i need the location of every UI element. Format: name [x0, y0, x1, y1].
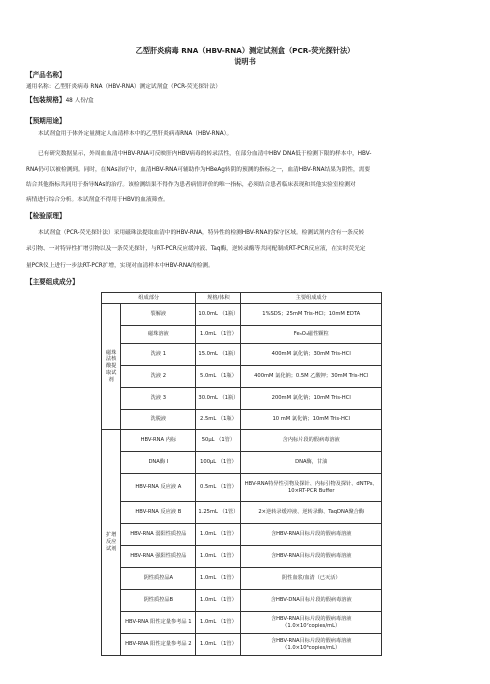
- component-spec: 1.0mL （1管）: [196, 546, 241, 568]
- component-spec: 10.0mL （1瓶）: [196, 304, 241, 326]
- component-name: 磁珠溶液: [121, 326, 196, 344]
- component-content: 10 mM 氯化钠；10mM Tris-HCl: [241, 410, 382, 430]
- component-name: HBV-RNA 反应液 A: [121, 474, 196, 502]
- component-spec: 0.5mL （1管）: [196, 474, 241, 502]
- table-row: [102, 474, 382, 502]
- table-row: [102, 502, 382, 524]
- component-content: 含HBV-RNA目标片段的假病毒溶液（1.0×10⁶copies/mL）: [241, 634, 382, 656]
- component-name: 洗脱液: [121, 410, 196, 430]
- table-row: [102, 634, 382, 656]
- principle-line: 量PCR仪上进行一步法RT-PCR扩增，实现对血清样本中HBV-RNA的检测。: [26, 263, 214, 269]
- intended-use-line: 结合其他指标共同用于指导NAs的治疗。该检测结果不得作为患者病情评价的唯一指标，必须结合患者临床表现和其他实验室检测对: [26, 182, 356, 188]
- group1-body: [102, 304, 382, 430]
- principle-line: 本试剂盒（PCR-荧光探针法）采用磁珠法提取血清中的HBV-RNA，特异性的检测HBV-RNA的保守区域。检测试剂内含有一条反转: [38, 230, 365, 236]
- component-name: HBV-RNA 强阳性质控品: [121, 546, 196, 568]
- component-content: 含HBV-DNA目标片段的假病毒溶液: [241, 590, 382, 612]
- component-name: HBV-RNA 阳性定量参考品 1: [121, 612, 196, 634]
- table-row: [102, 366, 382, 388]
- component-name: 阴性质控品A: [121, 568, 196, 590]
- group-label: 磁珠法核酸提取试剂: [102, 304, 121, 430]
- component-name: DNA酶 I: [121, 452, 196, 474]
- component-content: 含内标片段的假病毒溶液: [241, 430, 382, 452]
- table-row: [102, 546, 382, 568]
- component-name: 阴性质控品B: [121, 590, 196, 612]
- table-row: [102, 452, 382, 474]
- component-name: 洗液 3: [121, 388, 196, 410]
- component-spec: 1.0mL （1管）: [196, 634, 241, 656]
- component-content: 400mM 氯化钠；30mM Tris-HCl: [241, 344, 382, 366]
- component-content: 含HBV-RNA目标片段的假病毒溶液（1.0×10⁷copies/mL）: [241, 612, 382, 634]
- header-spec: 规格/体积: [196, 293, 241, 304]
- component-name: 裂解液: [121, 304, 196, 326]
- component-content: 2×逆转录缓冲液、逆转录酶、TaqDNA聚合酶: [241, 502, 382, 524]
- section-components-heading: 【主要组成成分】: [26, 278, 79, 286]
- document-title: 乙型肝炎病毒 RNA（HBV-RNA）测定试剂盒（PCR-荧光探针法）: [135, 46, 355, 55]
- component-spec: 1.0mL （1管）: [196, 524, 241, 546]
- package-heading: 【包装规格】: [26, 96, 66, 104]
- table-header-row: [102, 293, 382, 304]
- section-package-heading: [26, 96, 94, 106]
- components-table: [101, 292, 382, 656]
- component-spec: 5.0mL （1瓶）: [196, 366, 241, 388]
- component-spec: 1.0mL （1管）: [196, 568, 241, 590]
- table-row: [102, 388, 382, 410]
- component-content: 200mM 氯化钠；10mM Tris-HCl: [241, 388, 382, 410]
- component-content: DNA酶，甘油: [241, 452, 382, 474]
- component-name: HBV-RNA 反应液 B: [121, 502, 196, 524]
- component-content: HBV-RNA特异性引物及探针、内标引物及探针、dNTPs、10×RT-PCR Buffer: [241, 474, 382, 502]
- component-name: 洗液 1: [121, 344, 196, 366]
- component-content: Fe₃O₄磁性颗粒: [241, 326, 382, 344]
- group2-body: [102, 430, 382, 656]
- header-content: 主要组成成分: [241, 293, 382, 304]
- table-row: [102, 568, 382, 590]
- section-product-name-heading: 【产品名称】: [26, 71, 66, 79]
- component-content: 400mM 氯化钠；0.5M 乙酸钾；30mM Tris-HCl: [241, 366, 382, 388]
- table-row: [102, 524, 382, 546]
- component-spec: 1.0mL （1管）: [196, 326, 241, 344]
- product-name-line: 通用名称：乙型肝炎病毒 RNA（HBV-RNA）测定试剂盒（PCR-荧光探针法）: [26, 84, 221, 90]
- component-spec: 15.0mL （1瓶）: [196, 344, 241, 366]
- group-label: 扩增反应试剂: [102, 430, 121, 656]
- table-row: [102, 410, 382, 430]
- intended-use-line: 已有研究数据显示，外周血血清中HBV-RNA可反映肝内HBV病毒的转录活性，在部分血清中HBV DNA低于检测下限的样本中，HBV-: [38, 151, 372, 157]
- component-spec: 100μL （1管）: [196, 452, 241, 474]
- component-name: HBV-RNA 弱阳性质控品: [121, 524, 196, 546]
- intended-use-line: RNA仍可以被检测到。同时，在NAs治疗中，血清HBV-RNA可辅助作为HBeAg转阴的预测的指标之一，血清HBV-RNA结果为阴性，需要: [26, 167, 371, 173]
- component-spec: 1.0mL （1管）: [196, 590, 241, 612]
- component-name: HBV-RNA 阳性定量参考品 2: [121, 634, 196, 656]
- table-row: [102, 612, 382, 634]
- component-content: 含HBV-RNA目标片段的假病毒溶液: [241, 524, 382, 546]
- component-spec: 30.0mL （1瓶）: [196, 388, 241, 410]
- document-subtitle: 说明书: [234, 57, 256, 66]
- section-intended-use-heading: 【预期用途】: [26, 117, 66, 125]
- table-row: [102, 326, 382, 344]
- table-row: [102, 344, 382, 366]
- intended-use-line: 病情进行综合分析。本试剂盒不得用于HBV的血液筛查。: [26, 197, 169, 203]
- table-row: [102, 304, 382, 326]
- component-name: 洗液 2: [121, 366, 196, 388]
- component-spec: 1.25mL （1管）: [196, 502, 241, 524]
- principle-line: 录引物、一对特异性扩增引物以及一条荧光探针，与RT-PCR反应缓冲液、Taq酶，逆转录酶等共同配制成RT-PCR反应液，在实时荧光定: [26, 246, 366, 252]
- table-row: [102, 430, 382, 452]
- component-spec: 2.5mL （1瓶）: [196, 410, 241, 430]
- component-name: HBV-RNA 内标: [121, 430, 196, 452]
- component-content: 含HBV-RNA目标片段的假病毒溶液: [241, 546, 382, 568]
- package-value: 48 人份/盒: [65, 98, 94, 104]
- header-component: 组成部分: [102, 293, 196, 304]
- intended-use-line: 本试剂盒用于体外定量测定人血清样本中的乙型肝炎病毒RNA（HBV-RNA）。: [38, 131, 233, 137]
- component-content: 阴性血浆/血清（已灭活）: [241, 568, 382, 590]
- component-spec: 1.0mL （1管）: [196, 612, 241, 634]
- section-principle-heading: 【检验原理】: [26, 212, 66, 220]
- component-content: 1%SDS；25mM Tris-HCl；10mM EDTA: [241, 304, 382, 326]
- table-row: [102, 590, 382, 612]
- component-spec: 50μL （1管）: [196, 430, 241, 452]
